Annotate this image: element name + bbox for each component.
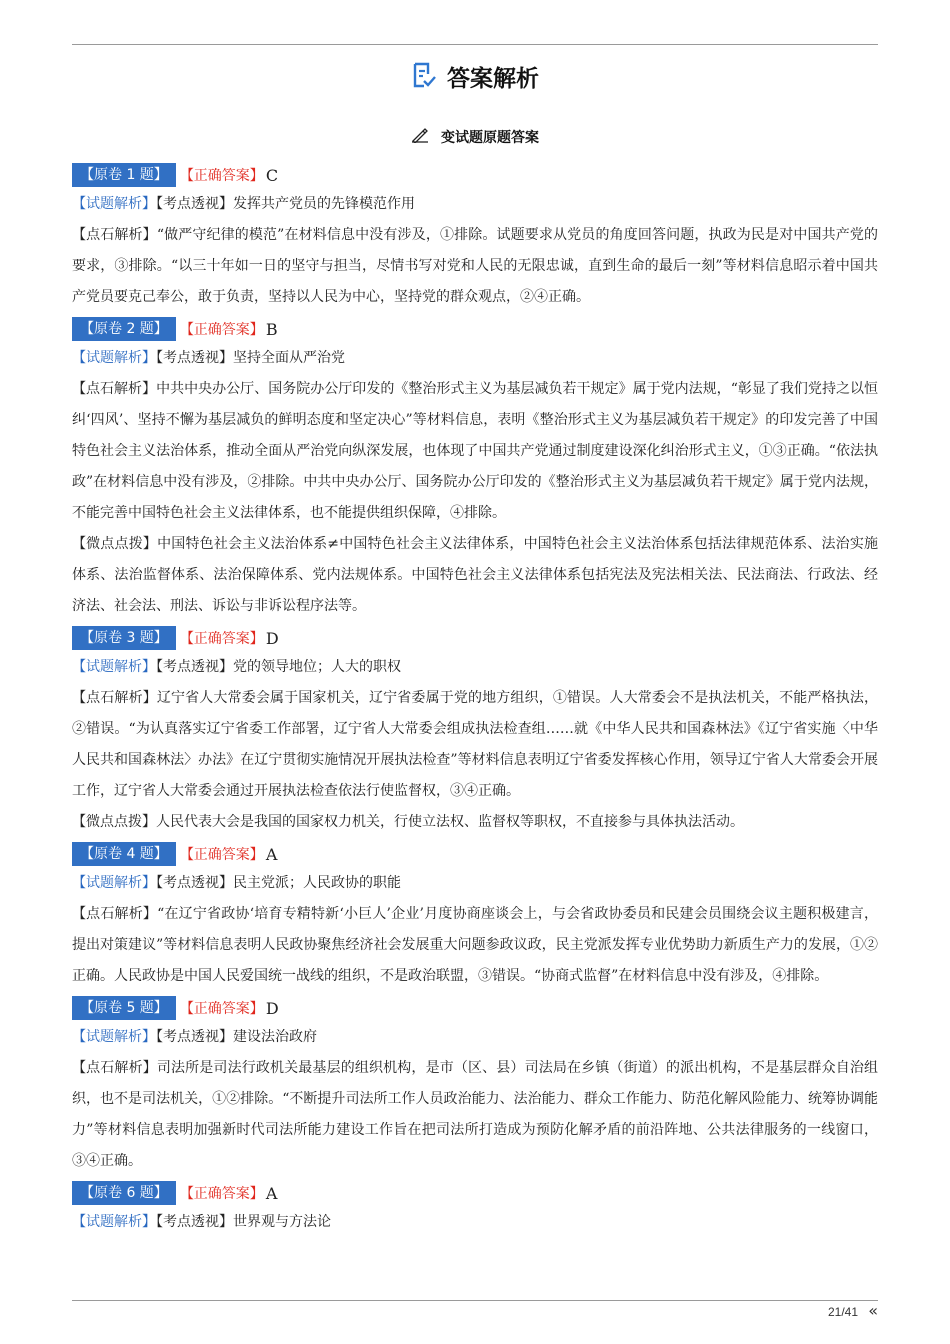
explain-paragraph: 【点石解析】中共中央办公厅、国务院办公厅印发的《整治形式主义为基层减负若干规定》属于党内法规，“彰显了我们党持之以恒纠‘四风’、坚持不懈为基层减负的鲜明态度和坚定决心”等材料信息，表明《整治形式主义为基层减负若干规定》的印发完善了中国特色社会主义法治体系，推动全面从严治党向纵深发展，也体现了中国共产党通过制度建设深化纠治形式主义，①③正确。“依法执政”在材料信息中没有涉及，②排除。中共中央办公厅、国务院办公厅印发的《整治形式主义为基层减负若干规定》属于党内法规，不能完善中国特色社会主义法律体系，也不能提供组织保障，④排除。 <box>72 381 879 521</box>
top-divider <box>72 44 878 45</box>
question-badge: 【原卷 5 题】 <box>72 996 176 1020</box>
focus-line: 【试题解析】【考点透视】建设法治政府 <box>72 1029 317 1045</box>
answer-value: A <box>265 1183 278 1203</box>
answer-value: A <box>265 844 278 864</box>
double-chevron-icon[interactable]: « <box>868 1301 878 1320</box>
question-badge: 【原卷 3 题】 <box>72 626 176 650</box>
bottom-divider <box>72 1300 878 1301</box>
tip-paragraph: 【微点点拨】中国特色社会主义法治体系≠中国特色社会主义法律体系，中国特色社会主义法治体系包括法律规范体系、法治实施体系、法治监督体系、法治保障体系、党内法规体系。中国特色社会主义法律体系包括宪法及宪法相关法、民法商法、行政法、经济法、社会法、刑法、诉讼与非诉讼程序法等。 <box>72 536 879 614</box>
answer-label: 【正确答案】 <box>179 847 264 863</box>
focus-line: 【试题解析】【考点透视】党的领导地位；人大的职权 <box>72 659 401 675</box>
answer-label: 【正确答案】 <box>179 168 264 184</box>
question-header-1 <box>72 161 878 189</box>
section-subtitle <box>0 127 950 147</box>
question-badge: 【原卷 2 题】 <box>72 317 176 341</box>
answer-label: 【正确答案】 <box>179 322 264 338</box>
explain-paragraph: 【点石解析】辽宁省人大常委会属于国家机关，辽宁省委属于党的地方组织，①错误。人大常委会不是执法机关，不能严格执法，②错误。“为认真落实辽宁省委工作部署，辽宁省人大常委会组成执法检查组……就《中华人民共和国森林法》《辽宁省实施〈中华人民共和国森林法〉办法》在辽宁贯彻实施情况开展执法检查”等材料信息表明辽宁省委发挥核心作用，领导辽宁省人大常委会开展工作，辽宁省人大常委会通过开展执法检查依法行使监督权，③④正确。 <box>72 690 878 799</box>
title-text: 答案解析 <box>447 66 539 92</box>
answer-value: C <box>265 165 279 185</box>
subtitle-text: 变试题原题答案 <box>441 130 539 146</box>
question-header-4 <box>72 840 878 868</box>
question-header-5 <box>72 994 878 1022</box>
focus-line: 【试题解析】【考点透视】发挥共产党员的先锋模范作用 <box>72 196 415 212</box>
question-badge: 【原卷 6 题】 <box>72 1181 176 1205</box>
explain-paragraph: 【点石解析】“做严守纪律的模范”在材料信息中没有涉及，①排除。试题要求从党员的角度回答问题，执政为民是对中国共产党的要求，③排除。“以三十年如一日的坚守与担当，尽情书写对党和人民的无限忠诚，直到生命的最后一刻”等材料信息昭示着中国共产党员要克己奉公，敢于负责，坚持以人民为中心，坚持党的群众观点，②④正确。 <box>72 227 879 305</box>
question-header-3 <box>72 624 878 652</box>
pen-icon <box>411 127 429 147</box>
focus-line: 【试题解析】【考点透视】世界观与方法论 <box>72 1214 331 1230</box>
explain-paragraph: 【点石解析】司法所是司法行政机关最基层的组织机构，是市（区、县）司法局在乡镇（街道）的派出机构，不是基层群众自治组织，也不是司法机关，①②排除。“不断提升司法所工作人员政治能力、法治能力、群众工作能力、防范化解风险能力、统筹协调能力”等材料信息表明加强新时代司法所能力建设工作旨在把司法所打造成为预防化解矛盾的前沿阵地、公共法律服务的一线窗口，③④正确。 <box>72 1060 878 1169</box>
answer-value: D <box>265 628 279 648</box>
answer-value: D <box>265 998 279 1018</box>
tip-paragraph: 【微点点拨】人民代表大会是我国的国家权力机关，行使立法权、监督权等职权，不直接参与具体执法活动。 <box>72 814 744 830</box>
answer-value: B <box>265 319 278 339</box>
focus-line: 【试题解析】【考点透视】民主党派；人民政协的职能 <box>72 875 401 891</box>
page-title <box>0 60 950 93</box>
question-header-2 <box>72 315 878 343</box>
page-number: 21/41 <box>827 1305 858 1319</box>
explain-paragraph: 【点石解析】“在辽宁省政协‘培育专精特新‘小巨人’企业’月度协商座谈会上，与会省政协委员和民建会员围绕会议主题积极建言，提出对策建议”等材料信息表明人民政协聚焦经济社会发展重大问题参政议政，民主党派发挥专业优势助力新质生产力的发展，①②正确。人民政协是中国人民爱国统一战线的组织，不是政治联盟，③错误。“协商式监督”在材料信息中没有涉及，④排除。 <box>72 906 878 984</box>
answer-label: 【正确答案】 <box>179 1001 264 1017</box>
document-check-icon <box>411 61 437 93</box>
focus-line: 【试题解析】【考点透视】坚持全面从严治党 <box>72 350 345 366</box>
answer-label: 【正确答案】 <box>179 631 264 647</box>
question-badge: 【原卷 4 题】 <box>72 842 176 866</box>
answer-label: 【正确答案】 <box>179 1186 264 1202</box>
question-header-6 <box>72 1179 878 1207</box>
answer-list <box>72 159 878 1238</box>
question-badge: 【原卷 1 题】 <box>72 163 176 187</box>
